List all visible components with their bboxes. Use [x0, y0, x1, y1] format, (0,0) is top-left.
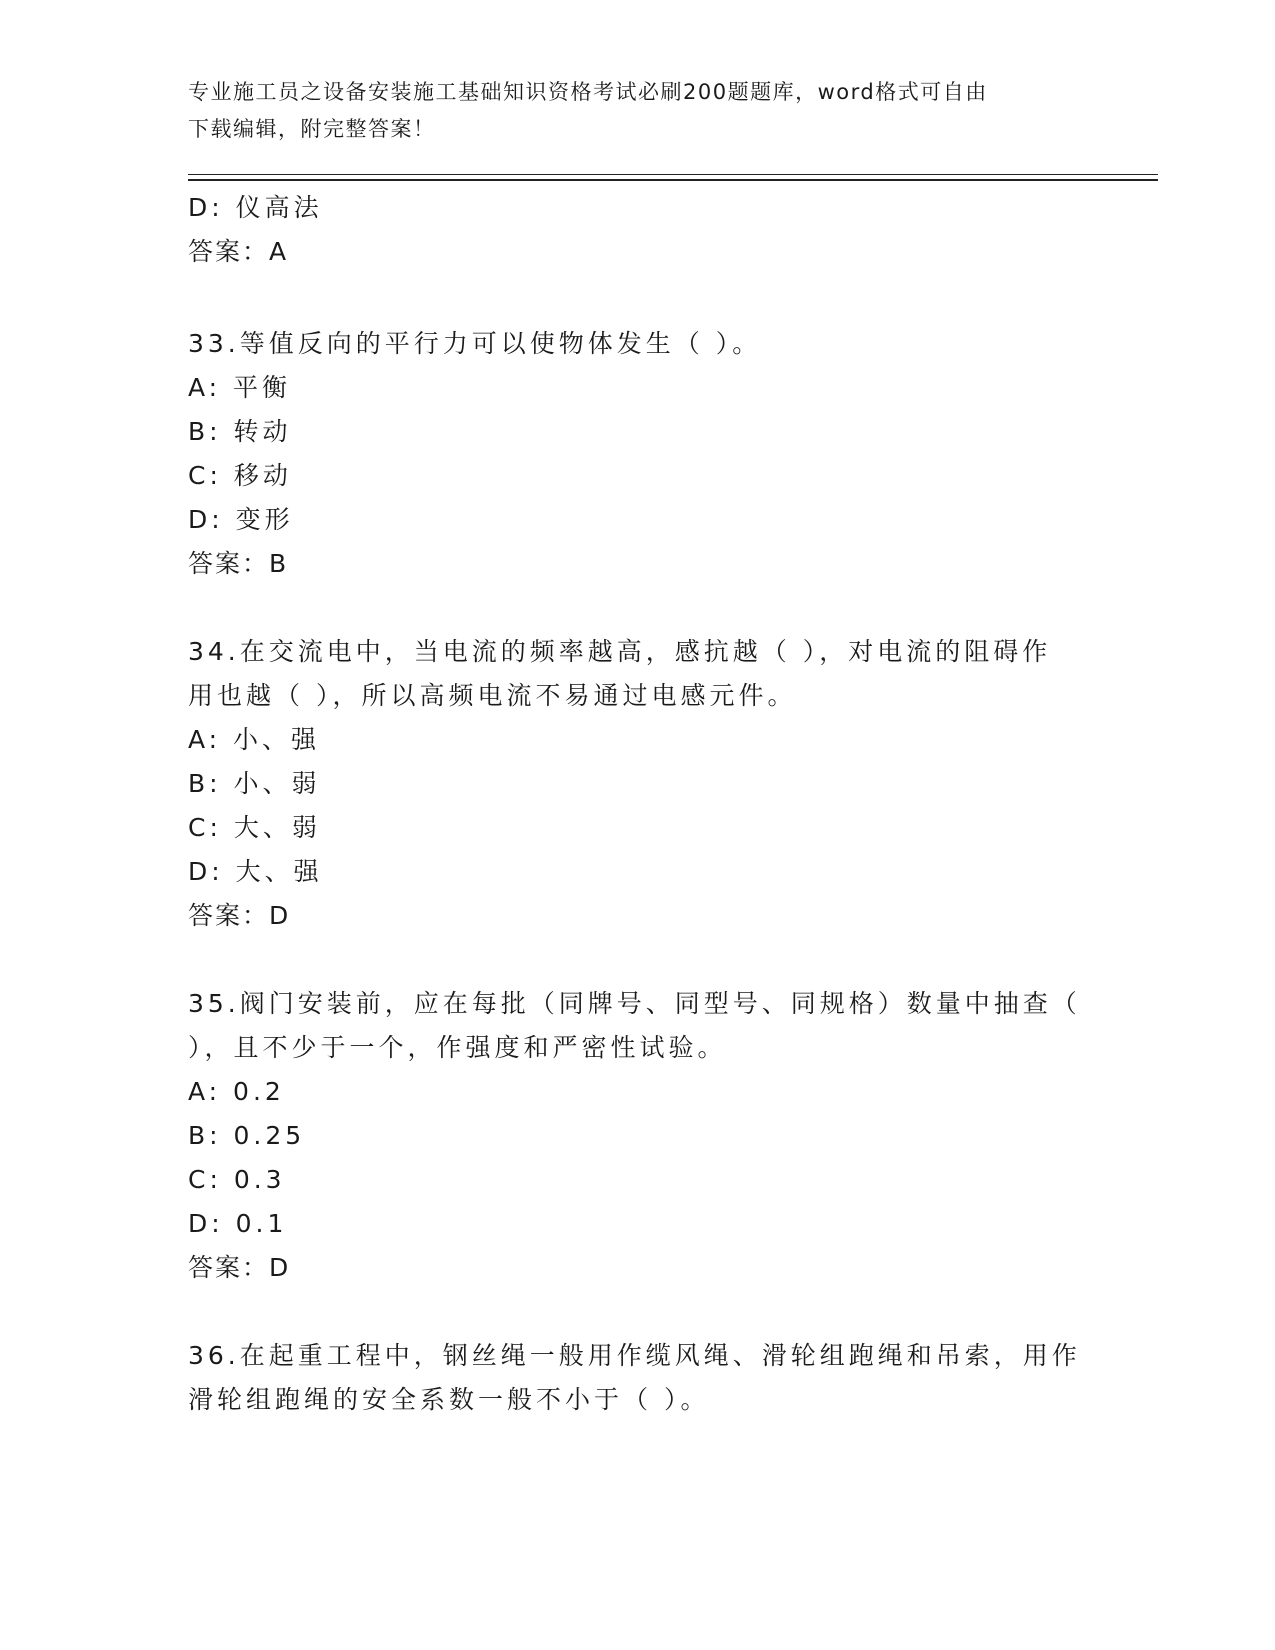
prev-answer: 答案：A [188, 237, 289, 266]
header-divider-thick [188, 179, 1158, 181]
q33-option-b: B: 转动 [188, 417, 292, 446]
q35-option-a: A: 0.2 [188, 1077, 285, 1106]
q33-option-c: C: 移动 [188, 461, 292, 490]
q34-option-d: D: 大、强 [188, 857, 323, 886]
header-title-line-1: 专业施工员之设备安装施工基础知识资格考试必刷200题题库，word格式可自由 [188, 80, 988, 104]
q34-stem-line-1: 34.在交流电中，当电流的频率越高，感抗越（ ），对电流的阻碍作 [188, 637, 1052, 666]
q33-option-a: A: 平衡 [188, 373, 292, 402]
q33-stem: 33.等值反向的平行力可以使物体发生（ ）。 [188, 329, 762, 358]
q36-stem-line-2: 滑轮组跑绳的安全系数一般不小于（ ）。 [188, 1385, 710, 1414]
document-header [188, 74, 1088, 148]
q34-option-c: C: 大、弱 [188, 813, 321, 842]
q34-option-b: B: 小、弱 [188, 769, 321, 798]
q34-option-a: A: 小、强 [188, 725, 321, 754]
q33-answer: 答案：B [188, 549, 289, 578]
q35-answer: 答案：D [188, 1253, 291, 1282]
q34-stem-line-2: 用也越（ ），所以高频电流不易通过电感元件。 [188, 681, 797, 710]
q35-stem-line-2: ），且不少于一个，作强度和严密性试验。 [188, 1033, 727, 1062]
q36-stem-line-1: 36.在起重工程中，钢丝绳一般用作缆风绳、滑轮组跑绳和吊索，用作 [188, 1341, 1081, 1370]
header-title-line-2: 下载编辑，附完整答案！ [188, 117, 436, 141]
header-divider-thin [188, 174, 1158, 175]
q35-option-c: C: 0.3 [188, 1165, 286, 1194]
q35-option-b: B: 0.25 [188, 1121, 306, 1150]
q35-option-d: D: 0.1 [188, 1209, 288, 1238]
q34-answer: 答案：D [188, 901, 291, 930]
q35-stem-line-1: 35.阀门安装前，应在每批（同牌号、同型号、同规格）数量中抽查（ [188, 989, 1081, 1018]
q33-option-d: D: 变形 [188, 505, 294, 534]
prev-option-d: D: 仪高法 [188, 193, 323, 222]
